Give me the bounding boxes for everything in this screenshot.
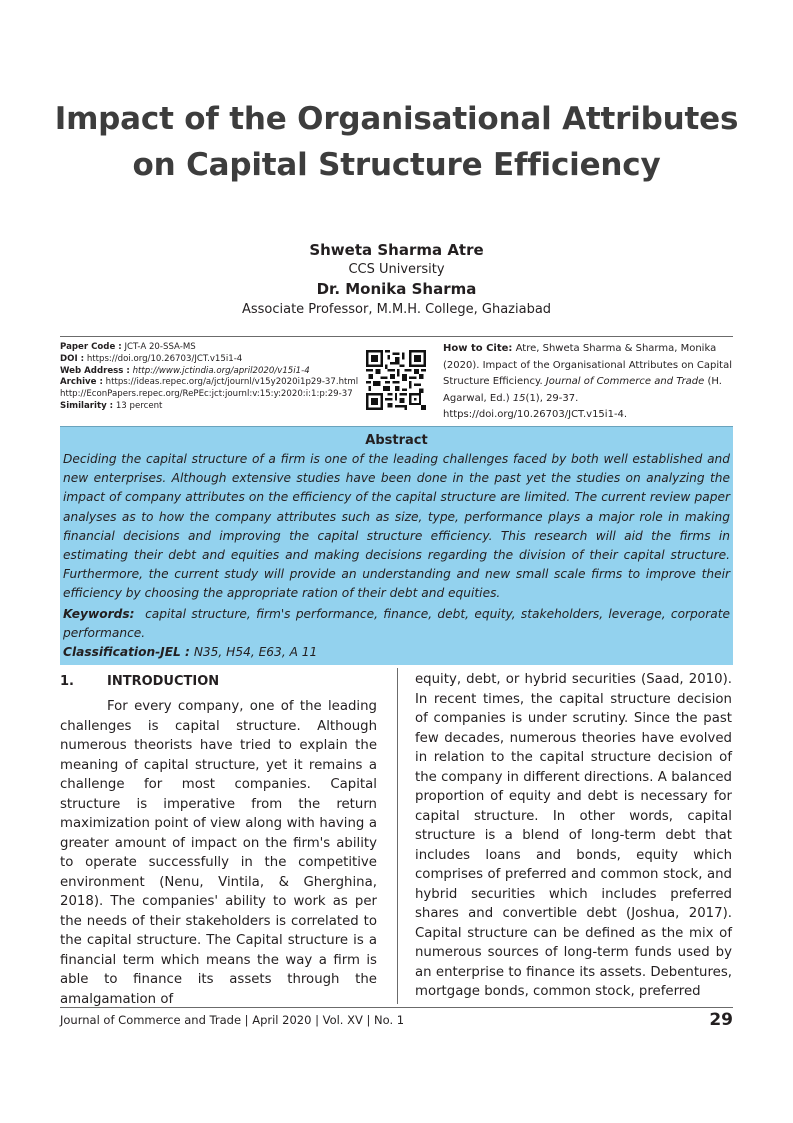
qr-code-icon bbox=[366, 350, 426, 410]
author-affiliation-2: Associate Professor, M.M.H. College, Ghaziabad bbox=[241, 302, 552, 317]
footer-divider bbox=[60, 1007, 733, 1008]
doi-line: DOI : https://doi.org/10.26703/JCT.v15i1-4 bbox=[60, 353, 243, 364]
author-affiliation-1: CCS University bbox=[348, 262, 445, 277]
page-number: 29 bbox=[709, 1010, 733, 1030]
column-divider bbox=[397, 668, 398, 1004]
section-heading: 1. INTRODUCTION bbox=[60, 674, 220, 689]
journal-name: Journal of Commerce and Trade bbox=[545, 376, 705, 387]
paper-metadata bbox=[60, 342, 360, 413]
author-name-1: Shweta Sharma Atre bbox=[309, 241, 484, 259]
similarity-line: Similarity : 13 percent bbox=[60, 400, 163, 411]
body-paragraph-continued: equity, debt, or hybrid securities (Saad, 2010). In recent times, the capital structure decision of companies is under scrutiny. Since the past few decades, numerous theories have evolved in relation to the capital structure decision of the company in different directions. A balanced proportion of equity and debt is necessary for capital structure. In other words, capital structure is a blend of long-term debt that includes loans and bonds, equity which comprises of preferred and common stock, and hybrid securities which includes preferred shares and convertible debt (Joshua, 2017). Capital structure can be defined as the mix of numerous sources of long-term funds used by an enterprise to finance its assets. Debentures, mortgage bonds, common stock, preferred bbox=[415, 672, 732, 999]
web-address-line: Web Address : http://www.jctindia.org/april2020/v15i1-4 bbox=[60, 365, 310, 376]
footer-journal: Journal of Commerce and Trade | April 2020 | Vol. XV | No. 1 bbox=[60, 1013, 405, 1027]
body-column-right bbox=[415, 672, 732, 1002]
web-address-link[interactable]: http://www.jctindia.org/april2020/v15i1-4 bbox=[132, 365, 310, 376]
jel-classification: Classification-JEL : N35, H54, E63, A 11 bbox=[63, 645, 318, 660]
archive-link[interactable]: https://ideas.repec.org/a/jct/journl/v15y2020i1p29-37.html bbox=[105, 377, 359, 388]
author-block bbox=[0, 240, 793, 319]
how-to-cite: How to Cite: Atre, Shweta Sharma & Sharma, Monika (2020). Impact of the Organisational Attributes on Capital Structure Efficiency. Journal of Commerce and Trade (H. Agarwal, Ed.) 15(1), 29-37. https://doi.org/10.26703/JCT.v15i1-4. bbox=[443, 343, 732, 420]
abstract-text: Deciding the capital structure of a firm is one of the leading challenges faced by both well established and new enterprises. Although extensive studies have been done in the past yet the studies on analyzing the impact of company attributes on the efficiency of the capital structure are limited. The current review paper analyses as to how the company attributes such as size, type, performance plays a major role in making financial decisions and improving the capital structure efficiency. This research will aid the firms in estimating their debt and equities and making decisions regarding the division of their capital structure. Furthermore, the current study will provide an understanding and new small scale firms to improve their efficiency by choosing the appropriate ration of their debt and equities. bbox=[63, 452, 730, 601]
paper-code-line: Paper Code : JCT-A 20-SSA-MS bbox=[60, 342, 196, 352]
paper-title: Impact of the Organisational Attributes on Capital Structure Efficiency bbox=[54, 101, 739, 183]
cite-label: How to Cite: bbox=[443, 343, 513, 354]
doi-link[interactable]: https://doi.org/10.26703/JCT.v15i1-4 bbox=[86, 353, 243, 364]
archive-line: Archive : https://ideas.repec.org/a/jct/journl/v15y2020i1p29-37.html bbox=[60, 377, 359, 388]
keywords: Keywords: capital structure, firm's performance, finance, debt, equity, stakeholders, leverage, corporate performance. bbox=[63, 606, 731, 640]
body-paragraph: For every company, one of the leading challenges is capital structure. Although numerous theorists have tried to explain the meaning of capital structure, yet it remains a challenge for most companies. Capital structure is imperative from the return maximization point of view along with having a greater amount of impact on the firm's ability to operate successfully in the competitive environment (Nenu, Vintila, & Gherghina, 2018). The companies' ability to work as per the needs of their stakeholders is correlated to the capital structure. The Capital structure is a financial term which means the way a firm is able to finance its assets through the amalgamation of bbox=[60, 699, 377, 1007]
header-divider bbox=[60, 336, 733, 337]
abstract-heading: Abstract bbox=[365, 433, 428, 448]
author-name-2: Dr. Monika Sharma bbox=[316, 280, 477, 298]
archive-line-2[interactable]: http://EconPapers.repec.org/RePEc:jct:journl:v:15:y:2020:i:1:p:29-37 bbox=[60, 389, 353, 400]
abstract-box bbox=[60, 426, 733, 665]
body-column-left bbox=[60, 672, 377, 1009]
